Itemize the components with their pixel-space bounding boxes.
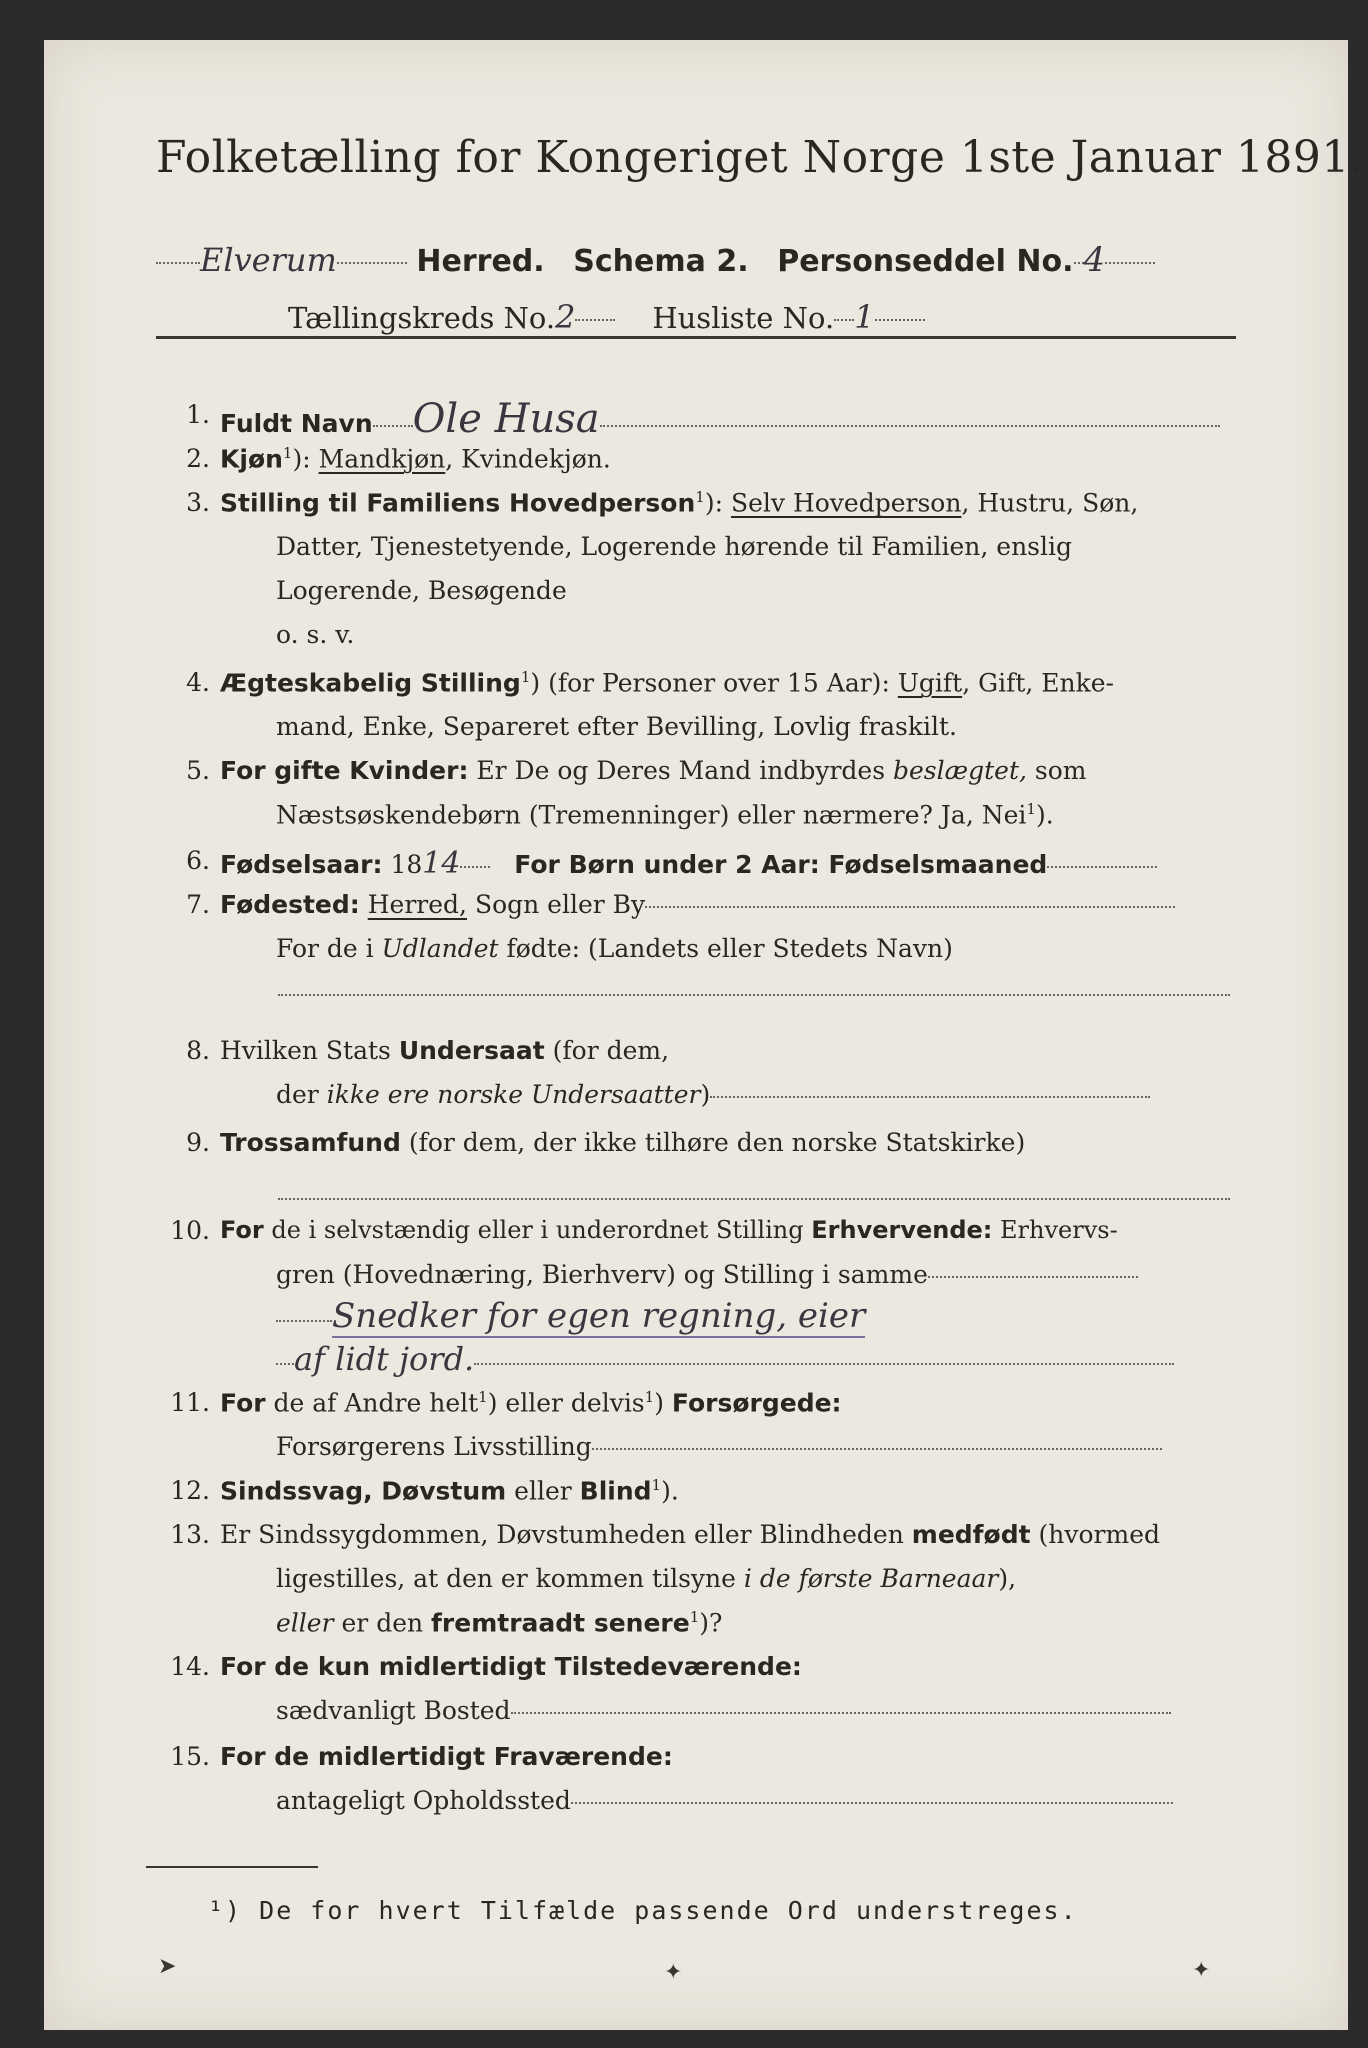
item-number: 5. [186,756,210,785]
dotted-fill [592,1448,1162,1450]
occupation-label: Erhvervende: [811,1216,993,1244]
marital-options: , Gift, Enke- [962,668,1114,698]
occupation-value-2: af lidt jord. [294,1340,475,1378]
husliste-value: 1 [854,298,875,336]
married-women-line2-text: Næstsøskendebørn (Tremenninger) eller nærmere? Ja, Nei [276,800,1027,830]
occupation-text: de i selvstændig eller i underordnet Stilling [271,1216,804,1244]
dotted-fill [571,1802,1173,1804]
footnote-mark: 1 [695,488,705,506]
footnote-mark: 1 [520,668,531,686]
occupation-value-line2 [276,1340,1174,1378]
item-family-position: Stilling til Familiens Hovedperson$^1$): Selv Hovedperson, Hustru, Søn, [220,488,1139,518]
birthplace-line2 [276,934,953,963]
item-disability [220,1476,679,1505]
footnote-mark: 1 [1026,800,1036,818]
congenital-line2-italic: i de første Barneaar [743,1564,999,1593]
supported-label: Forsørgede: [671,1388,842,1418]
item-number: 6. [186,846,210,875]
census-form-sheet [44,40,1365,2030]
item-number: 2. [186,444,210,473]
item-occupation [220,1216,1118,1244]
marital-selected: Ugift [897,668,963,698]
gender-selected: Mandkjøn [318,444,446,474]
dotted-fill [474,1363,1174,1365]
item-number: 11. [170,1388,210,1417]
birthplace-options: Sogn eller By [474,890,646,919]
form-title: Folketælling for Kongeriget Norge 1ste Januar 1891. [156,132,1365,183]
item-number: 8. [186,1036,210,1065]
congenital-line2-rest: ), [998,1564,1017,1593]
item-temporary-absent [220,1742,673,1771]
kreds-label: Tællingskreds No. [288,301,556,335]
family-position-label: Stilling til Familiens Hovedperson [220,488,696,518]
dotted-fill [645,906,1175,908]
congenital-line2 [276,1564,1016,1593]
occupation-line2-text: gren (Hovednæring, Bierhverv) og Stilling i samme [276,1260,928,1289]
married-women-rest: som [1034,756,1087,785]
temporary-present-label: For de kun midlertidigt Tilstedeværende: [220,1652,802,1681]
item-number: 7. [186,890,210,919]
congenital-line3 [276,1608,722,1637]
item-temporary-present [220,1652,802,1681]
citizenship-pre: Hvilken Stats [220,1036,391,1065]
birthplace-selected: Herred, [367,890,467,919]
disability-rest: ). [661,1476,679,1506]
item-full-name [220,396,1220,442]
religion-label: Trossamfund [220,1128,401,1157]
herred-label: Herred. [416,244,545,279]
marital-line2: mand, Enke, Separeret efter Bevilling, Lovlig fraskilt. [276,712,957,741]
temporary-absent-label: For de midlertidigt Fraværende: [220,1742,673,1771]
disability-blind: Blind [579,1476,652,1506]
personseddel-label: Personseddel No. [777,244,1074,279]
footnote-mark: 1 [644,1388,655,1406]
birth-year-value: 14 [422,846,461,881]
footnote: ¹) De for hvert Tilfælde passende Ord understreges. [208,1896,1078,1925]
occupation-value-line1 [276,1296,865,1336]
congenital-rest: (hvormed [1038,1520,1161,1549]
herred-line [156,240,1155,280]
dotted-fill [1074,262,1084,264]
dotted-fill [337,262,407,264]
birthplace-label: Fødested: [220,890,360,919]
occupation-for: For [220,1216,264,1244]
congenital-text: Er Sindssygdommen, Døvstumheden eller Blindheden [220,1520,904,1549]
item-number: 12. [170,1476,210,1505]
footnote-mark: 1 [282,444,293,462]
religion-dotted-line [278,1182,1230,1211]
citizenship-line2-rest: ) [700,1080,711,1109]
supported-line2 [276,1432,1162,1461]
footnote-rule [146,1866,318,1868]
dotted-fill [928,1276,1138,1278]
citizenship-line2 [276,1080,1150,1109]
citizenship-label: Undersaat [398,1036,545,1065]
family-position-line2: Datter, Tjenestetyende, Logerende hørende til Familien, enslig [276,532,1073,561]
temporary-absent-line2 [276,1786,1173,1815]
congenital-line2-pre: ligestilles, at den er kommen tilsyne [276,1564,736,1593]
item-number: 14. [170,1652,210,1681]
item-married-women [220,756,1087,785]
disability-label: Sindssvag, Døvstum [220,1476,507,1506]
dotted-fill [1105,262,1155,264]
married-women-line2: Næstsøskendebørn (Tremenninger) eller nærmere? Ja, Nei$^1$). [276,800,1054,830]
occupation-rest: Erhvervs- [1000,1216,1118,1244]
item-number: 3. [186,488,210,517]
congenital-label: medfødt [911,1520,1031,1549]
supported-mid: ) eller delvis [487,1388,645,1418]
item-marital-status: Ægteskabelig Stilling$^1$) (for Personer over 15 Aar): Ugift, Gift, Enke- [220,668,1114,698]
congenital-line3-pre: er den [341,1608,424,1638]
citizenship-rest: (for dem, [552,1036,670,1065]
congenital-line3-bold: fremtraadt senere [431,1608,690,1638]
husliste-label: Husliste No. [652,301,835,335]
full-name-value: Ole Husa [412,396,600,442]
dotted-fill [511,1712,1171,1714]
dotted-fill [278,1198,1230,1200]
item-number: 4. [186,668,210,697]
item-number: 15. [170,1742,210,1771]
dotted-fill [834,319,854,321]
congenital-line3-italic: eller [276,1608,334,1638]
center-mark: ✦ [664,1960,683,1985]
married-women-question: Er De og Deres Mand indbyrdes [476,756,886,785]
temporary-present-line2-text: sædvanligt Bosted [276,1696,511,1725]
gender-label: Kjøn [220,444,283,474]
item-supported: For de af Andre helt$^1$) eller delvis$^1$) Forsørgede: [220,1388,842,1418]
marital-condition: (for Personer over 15 Aar): [548,668,890,698]
occupation-line2 [276,1260,1138,1289]
header-rule [156,336,1236,339]
dotted-fill [710,1096,1150,1098]
dotted-fill [276,1363,294,1365]
occupation-value-1: Snedker for egen regning, eier [332,1296,866,1336]
dotted-fill [600,425,1220,427]
congenital-line3-rest: )? [699,1608,723,1638]
supported-for: For [220,1388,266,1418]
family-position-line3: Logerende, Besøgende [276,576,567,605]
birth-year-prefix: 18 [390,850,423,879]
dotted-fill [1047,866,1157,868]
birthplace-line2-pre: For de i [276,934,374,963]
kreds-value: 2 [555,298,576,336]
citizenship-line2-italic: ikke ere norske Undersaatter [326,1080,701,1109]
footnote-mark: 1 [689,1608,700,1626]
dotted-fill [875,319,925,321]
married-women-italic: beslægtet, [893,756,1027,785]
item-gender: Kjøn$^1$): Mandkjøn, Kvindekjøn. [220,444,611,474]
temporary-absent-line2-text: antageligt Opholdssted [276,1786,571,1815]
schema-label: Schema 2. [573,244,749,279]
supported-line2-text: Forsørgerens Livsstilling [276,1432,592,1461]
item-birthplace [220,890,1175,919]
married-women-label: For gifte Kvinder: [220,756,469,785]
marital-label: Ægteskabelig Stilling [220,668,521,698]
footnote-mark: 1 [651,1476,662,1494]
religion-text: (for dem, der ikke tilhøre den norske Statskirke) [408,1128,1026,1157]
item-congenital [220,1520,1160,1549]
personseddel-value: 4 [1083,240,1106,280]
supported-text: de af Andre helt [273,1388,479,1418]
family-position-selected: Selv Hovedperson [730,488,962,518]
dotted-fill [278,994,1230,996]
item-religion [220,1128,1025,1157]
gender-options: , Kvindekjøn. [445,444,611,474]
birth-year-label: Fødselsaar: [220,850,383,879]
right-mark: ✦ [1192,1958,1211,1983]
birthplace-line2-rest: fødte: (Landets eller Stedets Navn) [506,934,953,963]
dotted-fill [276,1320,332,1322]
citizenship-line2-pre: der [276,1080,319,1109]
herred-value: Elverum [200,241,337,279]
birth-month-label: For Børn under 2 Aar: Fødselsmaaned [514,850,1048,879]
birthplace-dotted-line [278,978,1230,1007]
birthplace-line2-italic: Udlandet [381,934,499,963]
item-citizenship [220,1036,669,1065]
dotted-fill [575,319,615,321]
family-position-options: , Hustru, Søn, [961,488,1139,518]
temporary-present-line2 [276,1696,1171,1725]
dotted-fill [460,866,490,868]
family-position-line4: o. s. v. [276,620,355,649]
corner-mark: ➤ [158,1954,177,1979]
item-birth-year [220,846,1157,881]
item-number: 13. [170,1520,210,1549]
dotted-fill [156,262,200,264]
footnote-mark: 1 [478,1388,488,1406]
full-name-label: Fuldt Navn [220,409,373,438]
dotted-fill [373,425,413,427]
item-number: 9. [186,1128,210,1157]
item-number: 1. [186,400,210,429]
kreds-line [288,298,925,336]
item-number: 10. [170,1216,210,1245]
disability-or: eller [514,1476,572,1506]
